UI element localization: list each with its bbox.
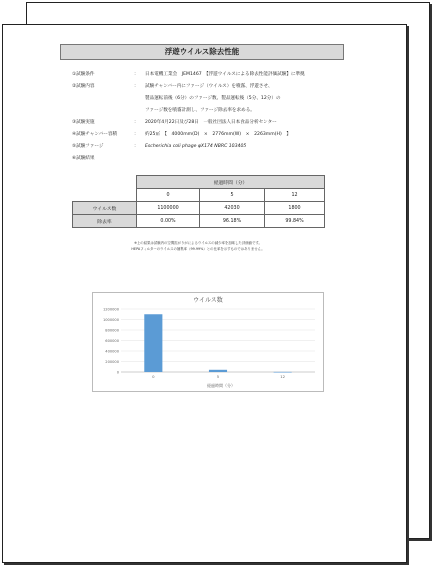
chart-x-tick-label: 12: [280, 374, 286, 379]
info-colon: ：: [134, 84, 139, 89]
note-line: HEPAフィルターのウイルスの捕集率（99.99%）との比率を示すものではありません。: [131, 246, 265, 251]
info-label: ④試験チャンバー容積: [72, 132, 118, 137]
info-row-chamber: [72, 132, 392, 144]
info-row-condition: [72, 72, 392, 84]
table-cell: 1100000: [137, 202, 200, 215]
table-cell: 0.00%: [137, 215, 200, 228]
chart-svg: [93, 293, 323, 391]
chart-x-tick-label: 5: [216, 374, 220, 379]
chart-x-axis-label: 経過時間（分）: [207, 383, 235, 388]
table-column-header: 12: [265, 189, 325, 202]
document-title: 浮遊ウイルス除去性能: [60, 44, 344, 60]
info-value: 製品運転前後（6分）のファージ数、製品運転後（5分、12分）の: [145, 96, 281, 101]
chart-y-tick-label: 800000: [105, 328, 119, 333]
test-info-list: [72, 72, 392, 168]
info-row-phage: [72, 144, 392, 156]
table-group-header: 経過時間（分）: [137, 176, 325, 189]
chart-bar: [144, 314, 162, 372]
chart-y-tick-label: 1200000: [102, 307, 119, 312]
table-cell: 42030: [200, 202, 265, 215]
chart-title: ウイルス数: [193, 297, 223, 304]
table-row: [73, 215, 325, 228]
info-colon: ：: [134, 120, 139, 125]
table-row: [73, 202, 325, 215]
info-row-results: [72, 156, 392, 168]
table-cell: 99.84%: [265, 215, 325, 228]
results-table: [72, 175, 325, 228]
chart-y-tick-label: 600000: [105, 338, 119, 343]
info-row-content: [72, 84, 392, 96]
table-cell: 96.18%: [200, 215, 265, 228]
table-row-label: ウイルス数: [73, 202, 137, 215]
virus-count-chart: [92, 292, 324, 392]
table-row-label: 除去率: [73, 215, 137, 228]
info-value: 試験チャンバー内にファージ（ウイルス）を噴霧、浮遊させ、: [145, 84, 273, 89]
info-label: ⑥試験結果: [72, 156, 95, 161]
chart-y-tick-label: 200000: [105, 359, 119, 364]
info-label: ①試験条件: [72, 72, 95, 77]
note-line: ※上の結果は試験内の空間拡がりがによるウイルスの減少率を加味した評価値です。: [134, 241, 262, 245]
info-value: Escherichia coli phage φX174 NBRC 103405: [145, 144, 247, 149]
table-notes: [72, 241, 324, 252]
info-colon: ：: [134, 72, 139, 77]
info-row-content-cont: [72, 108, 392, 120]
table-cell: 1800: [265, 202, 325, 215]
chart-bar: [209, 370, 227, 372]
chart-bar: [274, 372, 292, 373]
info-value: 約25㎥ 【 4000mm(D) × 2776mm(W) × 2263mm(H) 】: [145, 132, 291, 137]
table-column-header: 0: [137, 189, 200, 202]
info-label: ②試験内容: [72, 84, 95, 89]
info-row-conducted: [72, 120, 392, 132]
info-label: ③試験実施: [72, 120, 95, 125]
info-value: 2020年4月22日及び28日 一般社団法人日本食品分析センター: [145, 120, 277, 125]
chart-y-tick-label: 0: [116, 370, 119, 375]
info-colon: ：: [134, 132, 139, 137]
info-colon: ：: [134, 144, 139, 149]
chart-y-tick-label: 400000: [105, 349, 119, 354]
chart-y-tick-label: 1000000: [102, 317, 119, 322]
table-column-header: 5: [200, 189, 265, 202]
info-value: ファージ数を噴霧計測し、ファージ除去率を求める。: [145, 108, 255, 113]
chart-x-tick-label: 0: [152, 374, 155, 379]
info-value: 日本電機工業会 JEM1467 【浮遊ウイルスによる除去性能評価試験】に準拠: [145, 72, 305, 77]
info-label: ⑤試験ファージ: [72, 144, 104, 149]
info-row-content-cont: [72, 96, 392, 108]
